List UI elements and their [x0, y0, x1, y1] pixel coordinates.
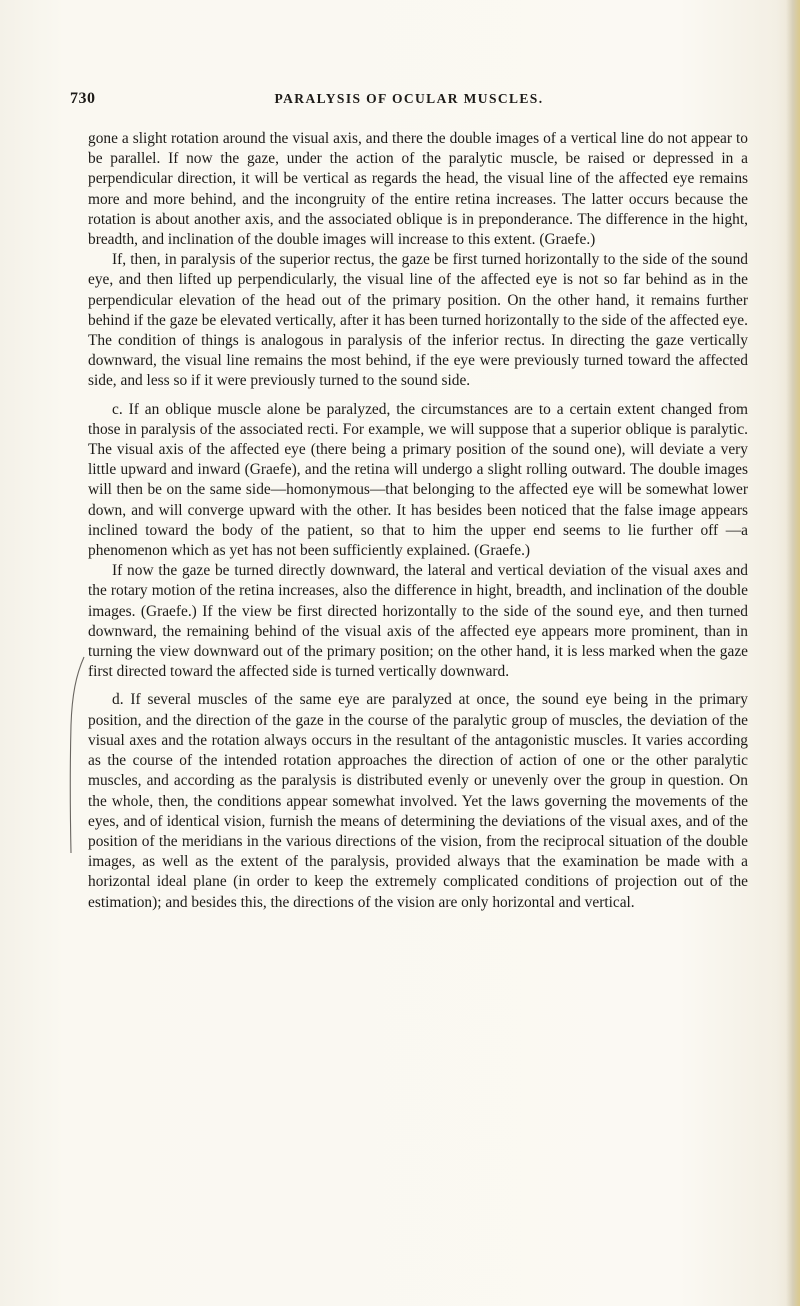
paragraph: d. If several muscles of the same eye are paralyzed at once, the sound eye being in the primary position, and the direction of the gaze in the course of the paralytic group of muscles, the deviation of the visual axes and the rotation always occurs in the resultant of the antagonistic muscles. It varies according as the course of the intended rotation approaches the direction of action of one or the other paralytic muscles, and according as the paralysis is distributed evenly or unevenly over the group in question. On the whole, then, the conditions appear somewhat involved. Yet the laws governing the movements of the eyes, and of identical vision, furnish the means of determining the deviations of the visual axes, and of the position of the meridians in the various directions of the vision, from the reciprocal situation of the double images, as well as the extent of the paralysis, provided always that the examination be made with a horizontal ideal plane (in order to keep the extremely complicated conditions of projection out of the estimation); and besides this, the directions of the vision are only horizontal and vertical. [88, 691, 748, 911]
page-header [70, 90, 748, 110]
paragraph: gone a slight rotation around the visual axis, and there the double images of a vertical line do not appear to be parallel. If now the gaze, under the action of the paralytic muscle, be raised or depressed in a perpendicular direction, it will be vertical as regards the head, the visual line of the affected eye remains more and more behind, and the incongruity of the entire retina increases. The latter occurs because the rotation is about another axis, and the associated oblique is in preponderance. The difference in the hight, breadth, and inclination of the double images will increase to this extent. (Graefe.) [88, 130, 748, 249]
body-text [88, 129, 748, 913]
paragraph: If now the gaze be turned directly downward, the lateral and vertical deviation of the visual axes and the rotary motion of the retina increases, also the difference in hight, breadth, and inclination of the double images. (Graefe.) If the view be first directed horizontally to the side of the sound eye, and then turned downward, the remaining behind of the visual axis of the affected eye appears more prominent, than in turning the view downward out of the primary position; on the other hand, it is less marked when the gaze first directed toward the affected side is turned vertically downward. [88, 562, 748, 681]
margin-pencil-mark [62, 655, 90, 855]
running-title: PARALYSIS OF OCULAR MUSCLES. [274, 91, 544, 106]
page-number: 730 [70, 90, 96, 107]
paragraph: c. If an oblique muscle alone be paralyzed, the circumstances are to a certain extent changed from those in paralysis of the associated recti. For example, we will suppose that a superior oblique is paralytic. The visual axis of the affected eye (there being a primary position of the sound one), will deviate a very little upward and inward (Graefe), and the retina will undergo a slight rolling outward. The double images will then be on the same side—homonymous—that belonging to the affected eye will be somewhat lower down, and will converge upward with the other. It has besides been noticed that the false image appears inclined toward the body of the patient, so that to him the upper end seems to lie further off —a phenomenon which as yet has not been sufficiently explained. (Graefe.) [88, 400, 748, 560]
page-edge-shadow [786, 0, 800, 1306]
paragraph: If, then, in paralysis of the superior rectus, the gaze be first turned horizontally to the side of the sound eye, and then lifted up perpendicularly, the visual line of the affected eye is not so far behind as in the perpendicular elevation of the head out of the primary position. On the other hand, it remains further behind if the gaze be elevated vertically, after it has been turned horizontally to the side of the affected eye. The condition of things is analogous in paralysis of the inferior rectus. In directing the gaze vertically downward, the visual line remains the most behind, if the eye were previously turned toward the affected side, and less so if it were previously turned to the sound side. [88, 251, 748, 390]
